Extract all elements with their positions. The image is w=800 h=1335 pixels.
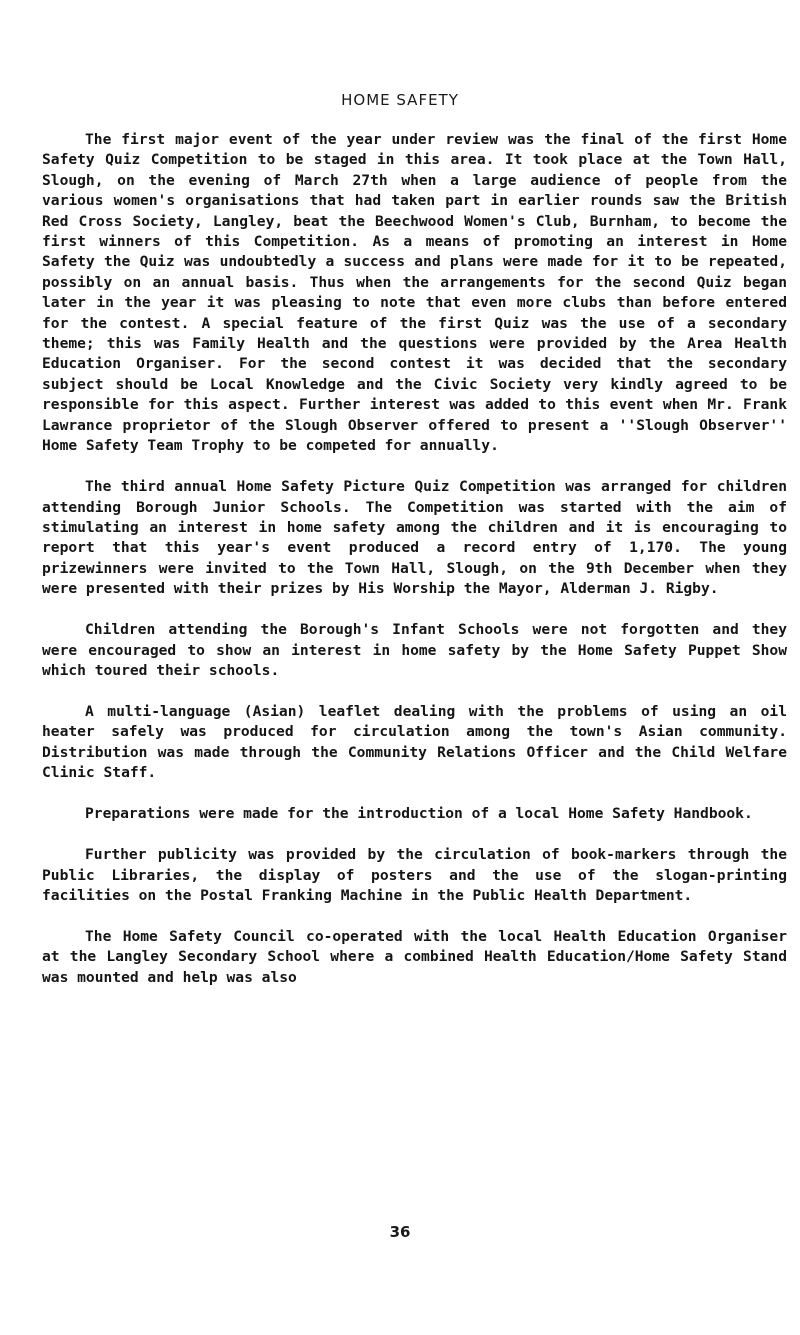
paragraph-council-cooperation: The Home Safety Council co-operated with the local Health Education Organiser at the Langley Secondary School where a combined Health Education/Home Safety Stand was mounted and help was also	[42, 927, 787, 986]
body-text	[42, 130, 787, 1009]
paragraph-puppet-show: Children attending the Borough's Infant Schools were not forgotten and they were encouraged to show an interest in home safety by the Home Safety Puppet Show which toured their schools.	[42, 621, 787, 679]
page-heading: HOME SAFETY	[341, 91, 459, 109]
page-number: 36	[389, 1223, 411, 1241]
paragraph-picture-quiz: The third annual Home Safety Picture Quiz Competition was arranged for children attending Borough Junior Schools. The Competition was started with the aim of stimulating an interest in home safety among the children and it is encouraging to report that this year's event produced a record entry of 1,170. The young prizewinners were invited to the Town Hall, Slough, on the 9th December when they were presented with their prizes by His Worship the Mayor, Alderman J. Rigby.	[42, 478, 787, 598]
paragraph-asian-leaflet: A multi-language (Asian) leaflet dealing with the problems of using an oil heater safely was produced for circulation among the town's Asian community. Distribution was made through the Community Relations Officer and the Child Welfare Clinic Staff.	[42, 702, 787, 782]
paragraph-handbook: Preparations were made for the introduction of a local Home Safety Handbook.	[85, 805, 753, 823]
paragraph-publicity: Further publicity was provided by the circulation of book-markers through the Public Libraries, the display of posters and the use of the slogan-printing facilities on the Postal Franking Machine in the Public Health Department.	[42, 846, 787, 904]
paragraph-quiz-competition: The first major event of the year under review was the final of the first Home Safety Quiz Competition to be staged in this area. It took place at the Town Hall, Slough, on the evening of March 27th when a large audience of people from the various women's organisations that had taken part in earlier rounds saw the British Red Cross Society, Langley, beat the Beechwood Women's Club, Burnham, to become the first winners of this Competition. As a means of promoting an interest in Home Safety the Quiz was undoubtedly a success and plans were made for it to be repeated, possibly on an annual basis. Thus when the arrangements for the second Quiz began later in the year it was pleasing to note that even more clubs than before entered for the contest. A special feature of the first Quiz was the use of a secondary theme; this was Family Health and the questions were provided by the Area Health Education Organiser. For the second contest it was decided that the secondary subject should be Local Knowledge and the Civic Society very kindly agreed to be responsible for this aspect. Further interest was added to this event when Mr. Frank Lawrance proprietor of the Slough Observer offered to present a ''Slough Observer'' Home Safety Team Trophy to be competed for annually.	[42, 131, 787, 455]
